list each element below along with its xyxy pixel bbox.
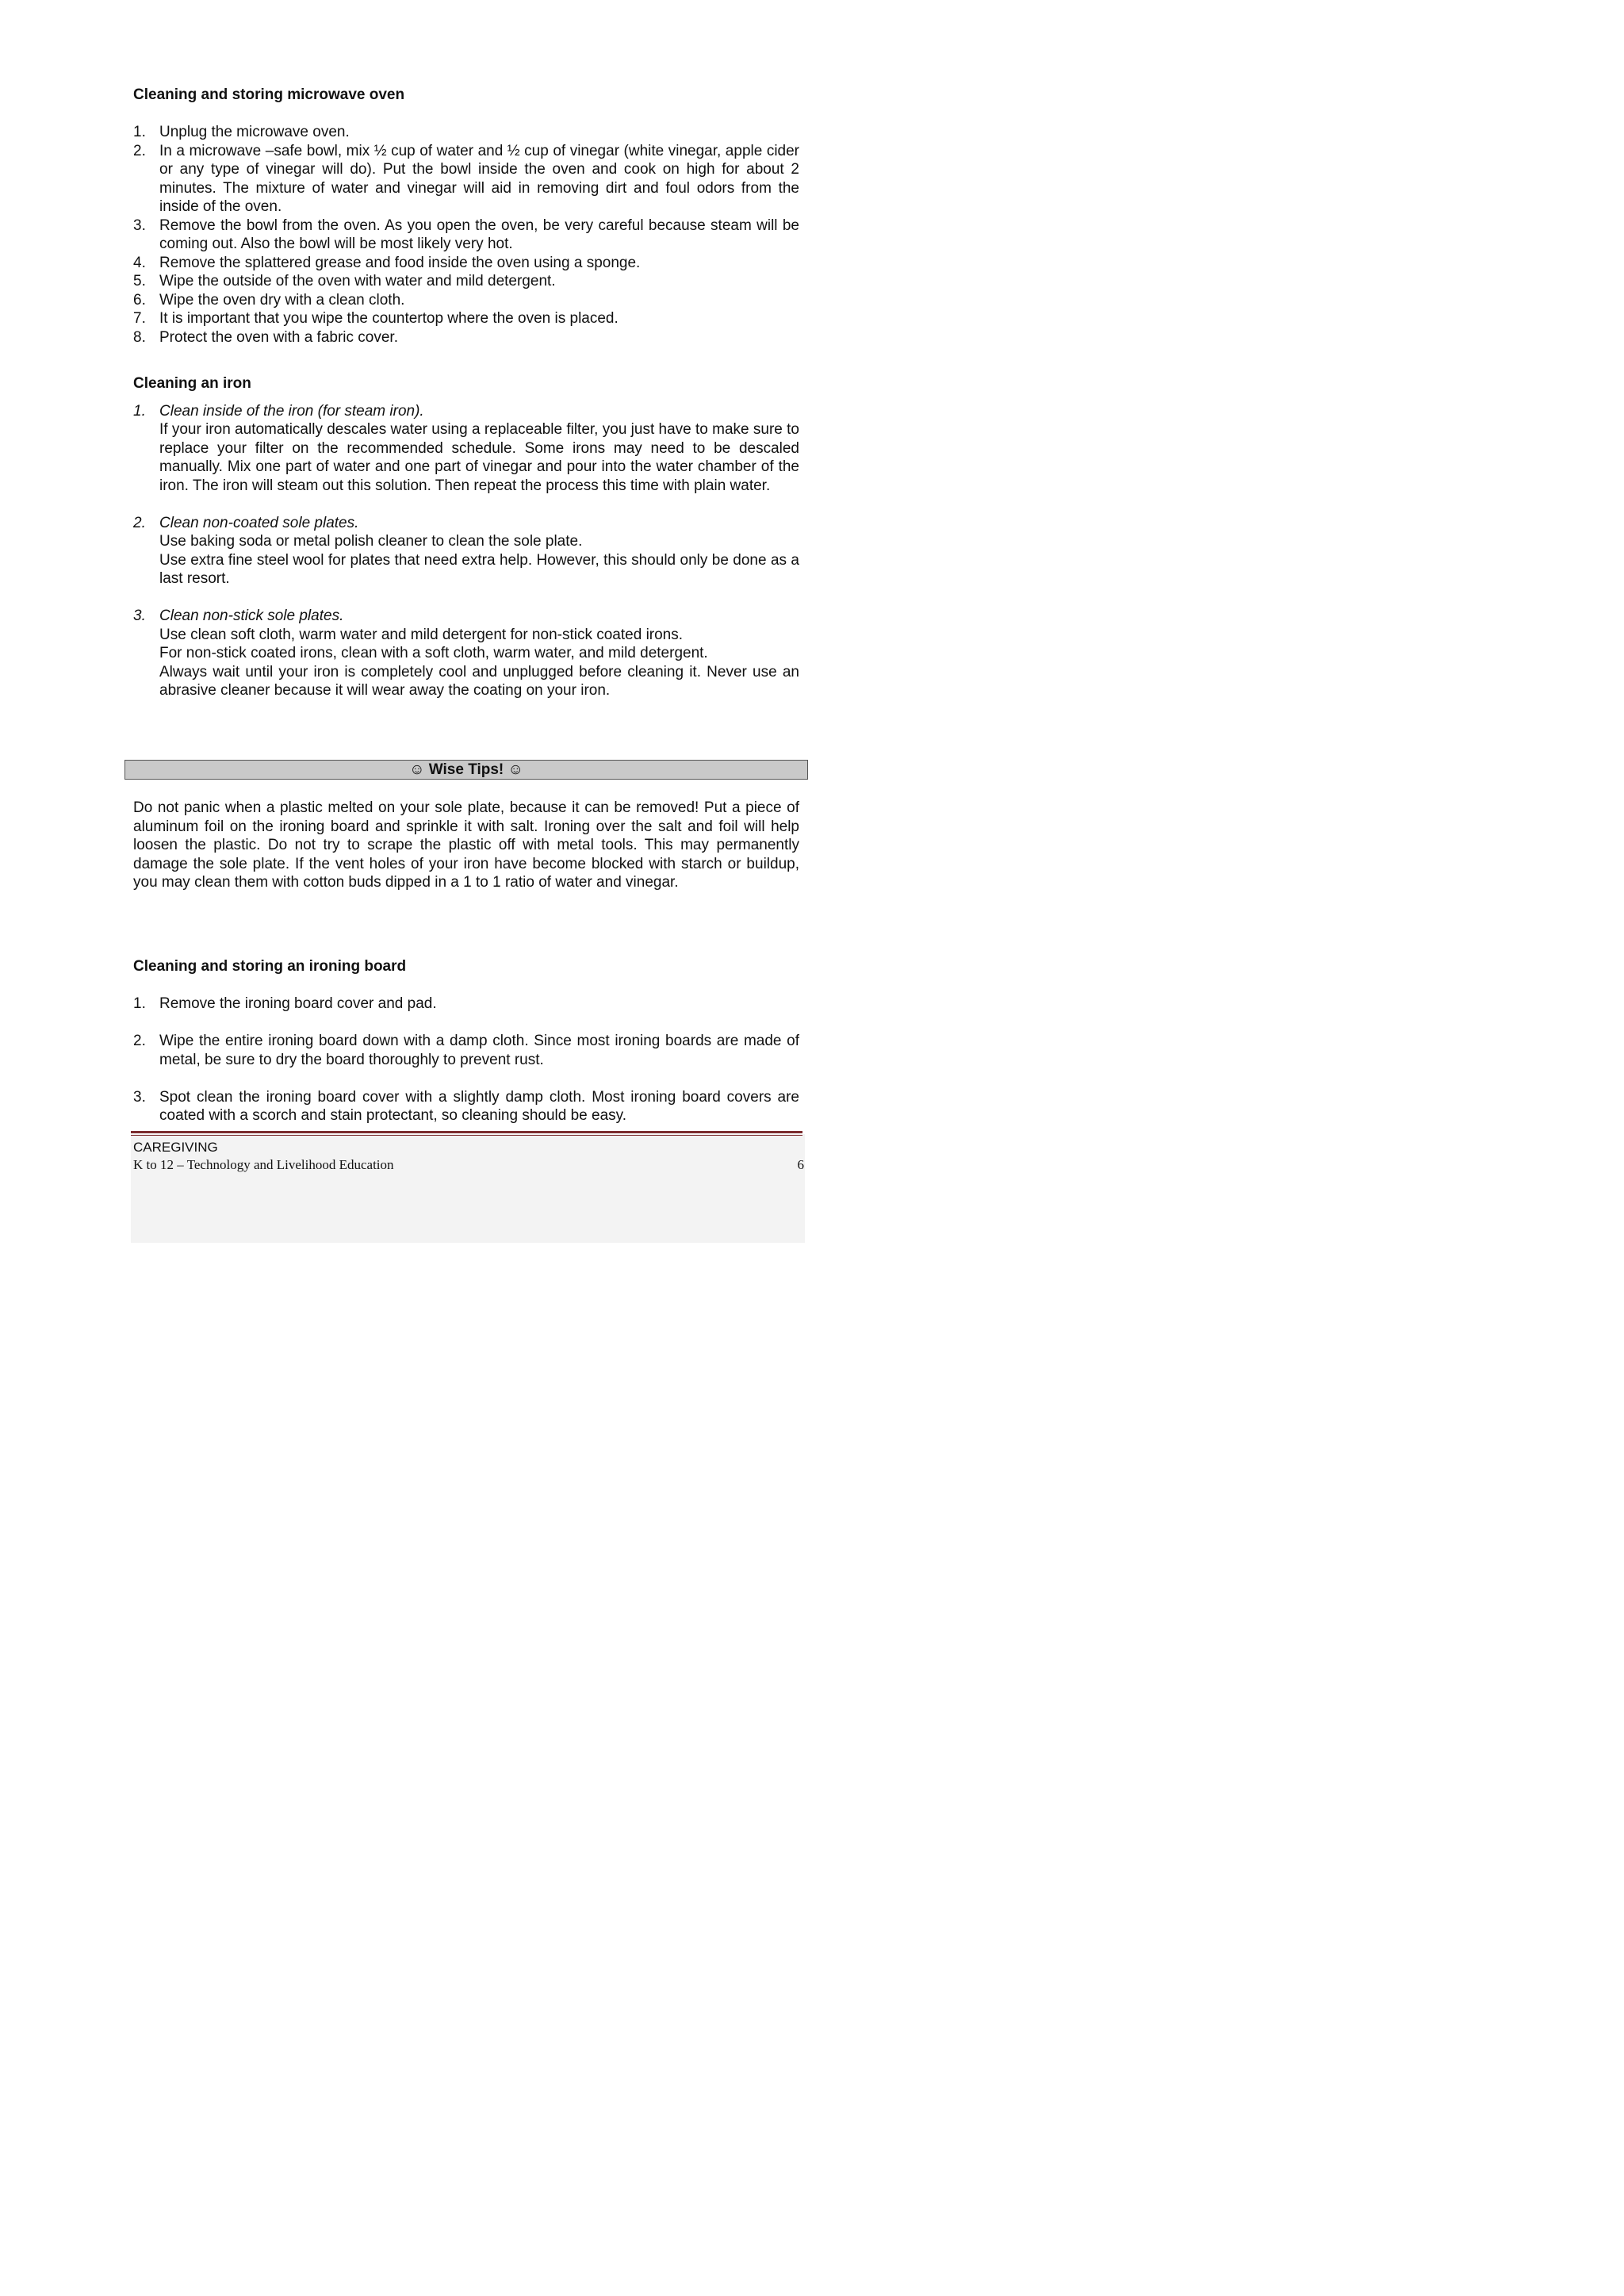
list-text: Remove the splattered grease and food inside the oven using a sponge.	[159, 254, 641, 271]
footer-course: K to 12 – Technology and Livelihood Education	[133, 1157, 394, 1172]
list-item	[133, 272, 799, 291]
list-number: 7.	[133, 310, 146, 327]
list-item	[133, 328, 799, 347]
list-number: 3.	[133, 608, 146, 624]
list-number: 8.	[133, 328, 146, 346]
list-number: 2.	[133, 142, 146, 159]
list-item-line: Always wait until your iron is completely cool and unplugged before cleaning it. Never use an abrasive cleaner because it will wear away the coating on your iron.	[159, 663, 799, 699]
footer-shading	[131, 1134, 805, 1243]
microwave-steps-list	[133, 123, 799, 347]
list-item-line: If your iron automatically descales water using a replaceable filter, you just have to make sure to replace your filter on the recommended schedule. Some irons may need to be descaled manually. Mix one part of water and one part of vinegar and pour into the water chamber of the iron. The iron will steam out this solution. Then repeat the process this time with plain water.	[159, 421, 799, 494]
list-item-line: Use clean soft cloth, warm water and mild detergent for non-stick coated irons.	[159, 626, 684, 643]
list-item	[133, 402, 799, 496]
ironing-board-steps-list	[133, 995, 799, 1125]
list-item	[133, 123, 799, 142]
list-item-title: Clean non-stick sole plates.	[159, 608, 344, 624]
section-heading-microwave: Cleaning and storing microwave oven	[133, 86, 405, 103]
list-text: Wipe the outside of the oven with water and mild detergent.	[159, 273, 556, 289]
list-number: 1.	[133, 402, 146, 420]
page-number: 6	[797, 1157, 804, 1172]
list-item	[133, 142, 799, 217]
list-item	[133, 1032, 799, 1069]
section-heading-iron: Cleaning an iron	[133, 375, 251, 392]
list-item	[133, 291, 799, 310]
list-item	[133, 254, 799, 273]
list-number: 3.	[133, 217, 146, 234]
footer-subject: CAREGIVING	[133, 1140, 218, 1155]
list-text: Spot clean the ironing board cover with a slightly damp cloth. Most ironing board covers are coated with a scorch and stain protectant, so cleaning should be easy.	[159, 1088, 799, 1124]
list-text: It is important that you wipe the countertop where the oven is placed.	[159, 310, 619, 327]
list-item	[133, 607, 799, 700]
list-number: 6.	[133, 291, 146, 309]
list-text: Protect the oven with a fabric cover.	[159, 328, 398, 346]
list-item	[133, 1088, 799, 1125]
ironing-board-content	[133, 957, 799, 1125]
list-item-line: Use extra fine steel wool for plates that need extra help. However, this should only be done as a last resort.	[159, 551, 799, 587]
tips-paragraph: Do not panic when a plastic melted on your sole plate, because it can be removed! Put a piece of aluminum foil on the ironing board and sprinkle it with salt. Ironing over the salt and foil will help loosen the plastic. Do not try to scrape the plastic off with metal tools. This may permanently damage the sole plate. If the vent holes of your iron have become blocked with starch or buildup, you may clean them with cotton buds dipped in a 1 to 1 ratio of water and vinegar.	[133, 799, 799, 891]
section-heading-ironing-board: Cleaning and storing an ironing board	[133, 958, 407, 975]
list-number: 3.	[133, 1088, 146, 1106]
list-number: 2.	[133, 1033, 146, 1049]
list-item-line: Use baking soda or metal polish cleaner to clean the sole plate.	[159, 533, 583, 550]
footer-divider-thin	[131, 1135, 802, 1136]
iron-steps-list	[133, 402, 799, 700]
list-item-title: Clean inside of the iron (for steam iron).	[159, 402, 424, 420]
wise-tips-banner: ☺ Wise Tips! ☺	[124, 760, 808, 780]
list-text: Wipe the entire ironing board down with a damp cloth. Since most ironing boards are made of metal, be sure to dry the board thoroughly to prevent rust.	[159, 1033, 799, 1068]
list-item-title: Clean non-coated sole plates.	[159, 514, 359, 531]
list-number: 1.	[133, 124, 146, 140]
list-text: Wipe the oven dry with a clean cloth.	[159, 291, 405, 309]
list-item	[133, 514, 799, 588]
list-item	[133, 217, 799, 254]
list-item-line: For non-stick coated irons, clean with a soft cloth, warm water, and mild detergent.	[159, 645, 708, 661]
list-number: 1.	[133, 995, 146, 1012]
list-number: 4.	[133, 254, 146, 271]
list-text: Remove the bowl from the oven. As you open the oven, be very careful because steam will be coming out. Also the bowl will be most likely very hot.	[159, 217, 799, 252]
tips-content	[133, 799, 799, 892]
list-text: In a microwave –safe bowl, mix ½ cup of water and ½ cup of vinegar (white vinegar, apple cider or any type of vinegar will do). Put the bowl inside the oven and cook on high for about 2 minutes. The mixture of water and vinegar will aid in removing dirt and foul odors from the inside of the oven.	[159, 142, 799, 215]
page-content	[133, 86, 799, 700]
list-text: Remove the ironing board cover and pad.	[159, 995, 437, 1012]
footer-divider-thick	[131, 1131, 802, 1133]
list-item	[133, 309, 799, 328]
list-number: 5.	[133, 273, 146, 289]
list-text: Unplug the microwave oven.	[159, 124, 350, 140]
list-item	[133, 995, 799, 1014]
list-number: 2.	[133, 514, 146, 531]
